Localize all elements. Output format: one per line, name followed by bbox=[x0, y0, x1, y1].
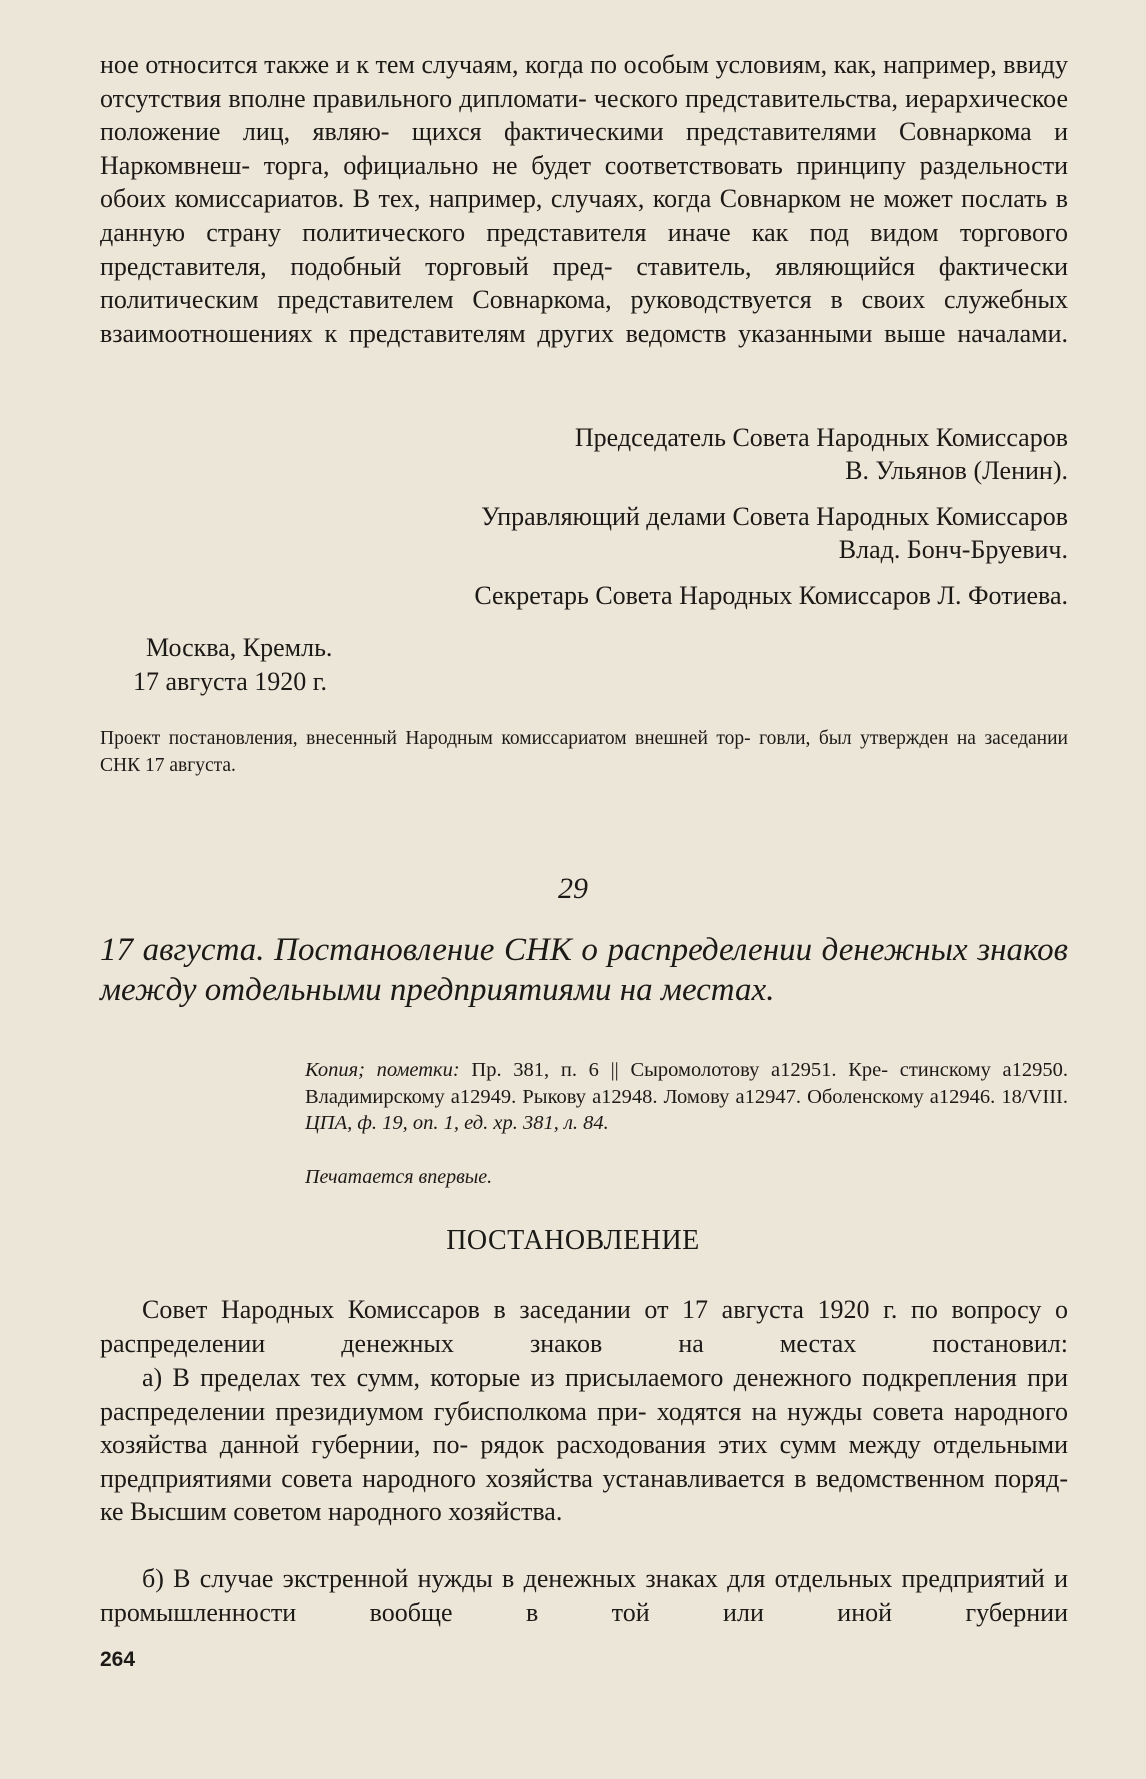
source-reference bbox=[305, 1057, 1068, 1137]
chairman-title: Председатель Совета Народных Комиссаров bbox=[574, 423, 1068, 452]
chairman-name: В. Ульянов (Ленин). bbox=[845, 456, 1068, 485]
manager-name: Влад. Бонч-Бруевич. bbox=[838, 535, 1068, 564]
resolution-intro: Совет Народных Комиссаров в заседании от 17 августа 1920 г. по вопросу о распределении денежных знаков на местах постановил: bbox=[100, 1295, 1068, 1358]
document-number: 29 bbox=[558, 872, 588, 905]
source-text: Пр. 381, п. 6 || Сыромолотову а12951. Кре- стинскому а12950. Владимирскому а12949. Рыкову а12948. Ломову а12947. Оболенскому а12946. 18/VIII. bbox=[305, 1059, 1068, 1108]
resolution-item-a: а) В пределах тех сумм, которые из присылаемого денежного подкрепления при распределении президиумом губисполкома при- ходятся на нужды совета народного хозяйства данной губернии, по- рядок расходования этих сумм между отдельными предприятиями совета народного хозяйства устанавливается в ведомственном поряд- ке Высшим советом народного хозяйства. bbox=[100, 1363, 1068, 1527]
place-line: Москва, Кремль. bbox=[146, 633, 333, 662]
printed-first-note: Печатается впервые. bbox=[305, 1166, 493, 1188]
manager-title: Управляющий делами Совета Народных Комиссаров bbox=[481, 502, 1068, 531]
resolution-title: ПОСТАНОВЛЕНИЕ bbox=[446, 1225, 700, 1256]
date-line: 17 августа 1920 г. bbox=[133, 667, 327, 696]
secretary-line: Секретарь Совета Народных Комиссаров Л. Фотиева. bbox=[474, 581, 1068, 610]
resolution-item-b: б) В случае экстренной нужды в денежных знаках для отдельных предприятий и промышленности вообще в той или иной губернии bbox=[100, 1564, 1068, 1627]
continuation-paragraph: ное относится также и к тем случаям, когда по особым условиям, как, например, ввиду отсутствия вполне правильного дипломати- ческого представительства, иерархическое положение лиц, являю- щихся фактическими представителями Совнаркома и Наркомвнеш- торга, официально не будет соответствовать принципу раздельности обоих комиссариатов. В тех, например, случаях, когда Совнарком не может послать в данную страну политического представителя иначе как под видом торгового представителя, подобный торговый пред- ставитель, являющийся фактически политическим представителем Совнаркома, руководствуется в своих служебных взаимоотношениях к представителям других ведомств указанными выше началами. bbox=[100, 50, 1068, 348]
editorial-note: Проект постановления, внесенный Народным комиссариатом внешней тор- говли, был утвержден на заседании СНК 17 августа. bbox=[100, 728, 1068, 776]
archive-reference: ЦПА, ф. 19, оп. 1, ед. хр. 381, л. 84. bbox=[305, 1112, 609, 1134]
document-heading: 17 августа. Постановление СНК о распределении денежных знаков между отдельными предприятиями на местах. bbox=[100, 932, 1068, 1008]
page-number: 264 bbox=[100, 1648, 136, 1671]
source-label: Копия; пометки: bbox=[305, 1059, 460, 1081]
